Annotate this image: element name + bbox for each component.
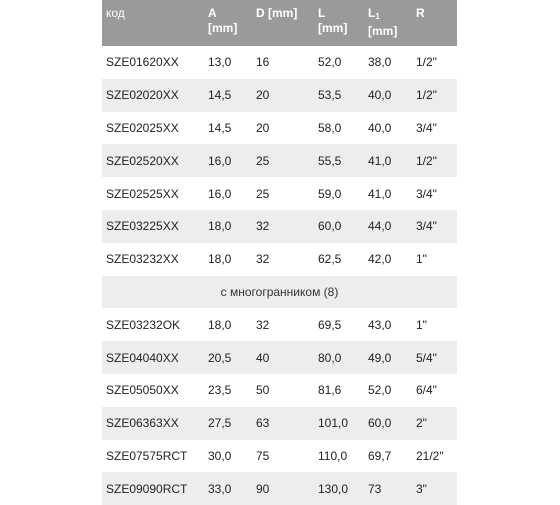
cell-d: 25 [256,186,270,201]
cell-r: 3/4" [416,120,437,135]
cell-code: SZE02020XX [102,79,204,112]
table-row [102,374,457,407]
cell-a: 13,0 [208,55,232,70]
table-row [102,440,457,473]
cell-code: SZE02025XX [106,120,179,135]
table-header [102,0,457,46]
cell-code: SZE03232OK [106,317,181,332]
cell-l1: 69,7 [368,448,392,463]
header-r [412,0,457,46]
cell-a: 30,0 [208,448,232,463]
header-l-label: L [318,6,326,20]
cell-l: 130,0 [314,472,364,505]
cell-code: SZE06363XX [102,407,204,440]
header-a-label: A [208,6,217,20]
spec-table [102,0,457,505]
header-l1-unit: [mm] [368,24,398,38]
cell-l: 80,0 [314,341,364,374]
cell-a: 20,5 [204,341,252,374]
cell-l1: 43,0 [368,317,392,332]
cell-code: SZE03232XX [106,252,179,267]
cell-l1: 52,0 [368,383,392,398]
table-body [102,46,457,505]
cell-d: 63 [252,407,314,440]
cell-code: SZE04040XX [102,341,204,374]
cell-l1: 42,0 [368,252,392,267]
cell-l: 53,5 [314,79,364,112]
cell-l: 55,5 [314,144,364,177]
table-row [102,308,457,341]
cell-r: 6/4" [416,383,437,398]
header-a-unit: [mm] [208,21,238,35]
header-d-label: D [mm] [256,6,298,20]
cell-l: 58,0 [318,120,342,135]
spec-table-container [102,0,457,505]
cell-d: 32 [252,210,314,243]
cell-r: 3/4" [416,186,437,201]
cell-d: 16 [256,55,270,70]
header-row [102,0,457,46]
cell-d: 75 [256,448,270,463]
cell-l: 110,0 [318,448,348,463]
cell-a: 18,0 [208,252,232,267]
cell-r: 1/2" [412,144,457,177]
header-r-label: R [416,6,425,20]
cell-l1: 44,0 [364,210,412,243]
cell-l: 60,0 [314,210,364,243]
cell-d: 90 [252,472,314,505]
cell-r: 1/2" [416,55,437,70]
table-row [102,472,457,505]
cell-d: 32 [256,317,270,332]
cell-l1: 41,0 [364,144,412,177]
cell-d: 50 [256,383,270,398]
header-l1-subscript: 1 [375,12,380,21]
cell-code: SZE07575RCT [106,448,188,463]
cell-r: 1/2" [412,79,457,112]
cell-d: 40 [252,341,314,374]
table-row [102,144,457,177]
cell-d: 20 [252,79,314,112]
cell-code: SZE05050XX [106,383,179,398]
cell-l: 52,0 [318,55,342,70]
cell-l: 101,0 [314,407,364,440]
cell-a: 23,5 [208,383,232,398]
table-row [102,177,457,210]
cell-r: 3/4" [412,210,457,243]
cell-code: SZE02520XX [102,144,204,177]
cell-r: 1" [416,317,427,332]
table-row [102,112,457,145]
cell-code: SZE01620XX [106,55,179,70]
cell-r: 3" [412,472,457,505]
cell-l1: 40,0 [364,79,412,112]
table-note: с многогранником (8) [102,276,457,309]
cell-r: 5/4" [412,341,457,374]
cell-r: 1" [416,252,427,267]
table-row [102,341,457,374]
cell-a: 14,5 [208,120,232,135]
cell-d: 25 [252,144,314,177]
cell-code: SZE03225XX [102,210,204,243]
cell-l: 81,6 [318,383,342,398]
cell-l: 62,5 [318,252,342,267]
cell-a: 27,5 [204,407,252,440]
cell-l1: 73 [364,472,412,505]
cell-d: 32 [256,252,270,267]
header-d [252,0,314,46]
cell-d: 20 [256,120,270,135]
cell-a: 16,0 [208,186,232,201]
cell-a: 33,0 [204,472,252,505]
cell-l1: 40,0 [368,120,392,135]
header-a [204,0,252,46]
cell-a: 14,5 [204,79,252,112]
cell-r: 21/2" [416,448,444,463]
cell-l1: 41,0 [368,186,392,201]
cell-a: 18,0 [208,317,232,332]
header-code-label: код [106,6,125,20]
cell-a: 16,0 [204,144,252,177]
table-row [102,46,457,79]
cell-a: 18,0 [204,210,252,243]
cell-l: 59,0 [318,186,342,201]
table-row [102,210,457,243]
cell-r: 2" [412,407,457,440]
cell-l1: 49,0 [364,341,412,374]
header-code [102,0,204,46]
cell-l1: 38,0 [368,55,392,70]
table-note-row [102,276,457,309]
cell-code: SZE02525XX [106,186,179,201]
header-l-unit: [mm] [318,21,348,35]
table-row [102,407,457,440]
cell-code: SZE09090RCT [102,472,204,505]
header-l1-label: L [368,6,376,20]
cell-l: 69,5 [318,317,342,332]
header-l1 [364,0,412,46]
table-row [102,243,457,276]
table-row [102,79,457,112]
cell-l1: 60,0 [364,407,412,440]
header-l [314,0,364,46]
